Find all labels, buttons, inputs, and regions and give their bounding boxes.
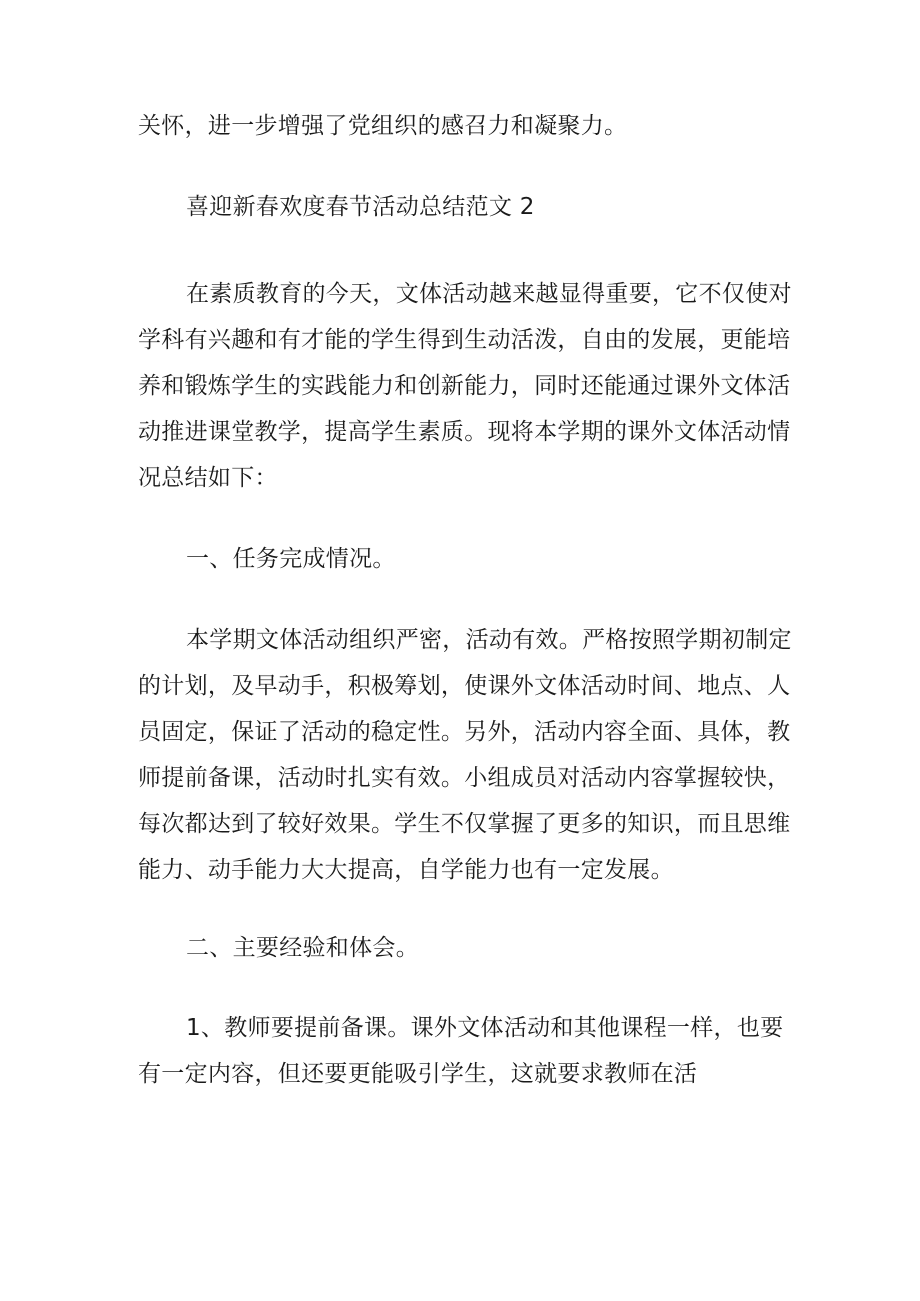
paragraph-line: 动推进课堂教学，提高学生素质。现将本学期的课外文体活动情 [138, 419, 791, 445]
paragraph-line: 每次都达到了较好效果。学生不仅掌握了更多的知识，而且思维 [138, 811, 791, 837]
paragraph-line: 师提前备课，活动时扎实有效。小组成员对活动内容掌握较快， [138, 765, 791, 791]
paragraph-line: 的计划，及早动手，积极筹划，使课外文体活动时间、地点、人 [138, 673, 791, 699]
paragraph-line: 员固定，保证了活动的稳定性。另外，活动内容全面、具体，教 [138, 719, 791, 745]
paragraph-line: 本学期文体活动组织严密，活动有效。严格按照学期初制定 [186, 627, 792, 653]
text-line: 关怀，进一步增强了党组织的感召力和凝聚力。 [138, 113, 628, 139]
paragraph-line: 养和锻炼学生的实践能力和创新能力，同时还能通过课外文体活 [138, 373, 791, 399]
paragraph-line: 1、教师要提前备课。课外文体活动和其他课程一样，也要 [186, 1015, 784, 1041]
section-title: 喜迎新春欢度春节活动总结范文 2 [186, 194, 535, 220]
heading-line: 一、任务完成情况。 [186, 546, 396, 572]
paragraph-line: 在素质教育的今天，文体活动越来越显得重要，它不仅使对 [186, 281, 792, 307]
paragraph-line: 况总结如下： [138, 465, 278, 491]
paragraph-line: 有一定内容，但还要更能吸引学生，这就要求教师在活 [138, 1061, 698, 1087]
heading-line: 二、主要经验和体会。 [186, 935, 419, 961]
paragraph-line: 学科有兴趣和有才能的学生得到生动活泼，自由的发展，更能培 [138, 327, 791, 353]
paragraph-line: 能力、动手能力大大提高，自学能力也有一定发展。 [138, 857, 674, 883]
